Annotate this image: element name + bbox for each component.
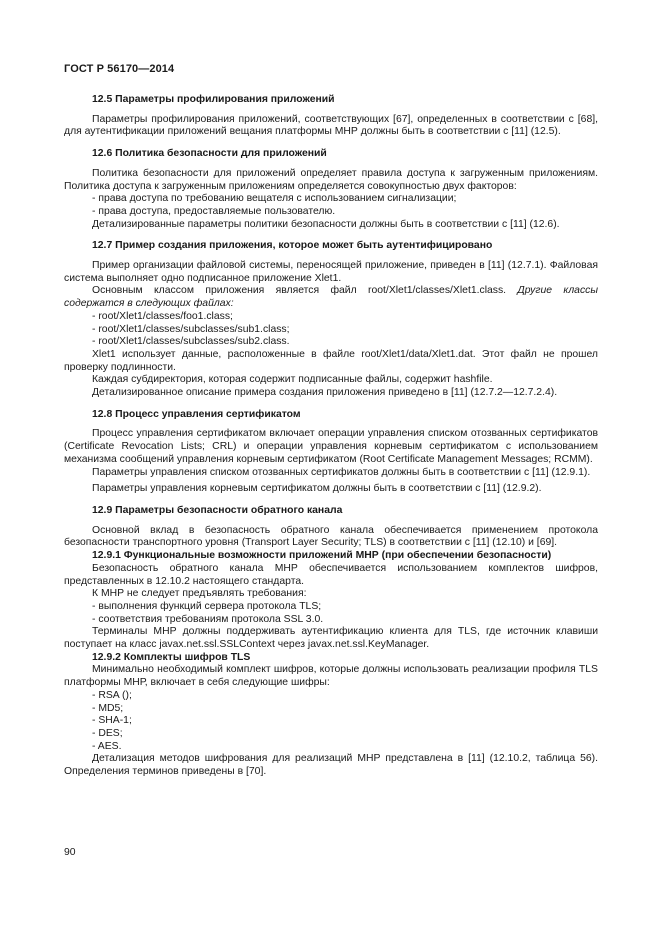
- list-item: - root/Xlet1/classes/subclasses/sub1.class;: [92, 323, 290, 335]
- paragraph: Параметры управления списком отозванных сертификатов должны быть в соответствии с [11] (12.9.1).: [92, 466, 591, 478]
- list-item: - root/Xlet1/classes/subclasses/sub2.class.: [92, 336, 290, 348]
- paragraph: Минимально необходимый комплект шифров, которые должны использовать реализации профиля TLS платформы МНР, включает в себя следующие шифры:: [64, 664, 598, 689]
- list-item: - выполнения функций сервера протокола TLS;: [92, 600, 322, 612]
- list-item: - права доступа, предоставляемые пользователю.: [92, 205, 336, 217]
- document-header: ГОСТ Р 56170—2014: [64, 63, 175, 75]
- section-title-12-9: 12.9 Параметры безопасности обратного канала: [92, 504, 343, 516]
- page-number: 90: [64, 847, 76, 858]
- paragraph-text: Основным классом приложения является файл root/Xlet1/classes/Xlet1.class.: [92, 285, 518, 297]
- list-item: - соответствия требованиям протокола SSL 3.0.: [92, 613, 324, 625]
- page-content: [64, 94, 598, 779]
- paragraph: Политика безопасности для приложений определяет правила доступа к загруженным приложениям. Политика доступа к загруженным приложениям определяется совокупностью двух факторов:: [64, 167, 598, 192]
- paragraph: Xlet1 использует данные, расположенные в файле root/Xlet1/data/Xlet1.dat. Этот файл не прошел проверку подлинности.: [64, 348, 598, 373]
- paragraph: Детализированные параметры политики безопасности должны быть в соответствии с [11] (12.6).: [92, 218, 560, 230]
- list-item: - SHA-1;: [92, 715, 132, 727]
- list-item: - root/Xlet1/classes/foo1.class;: [92, 310, 233, 322]
- section-title-12-7: 12.7 Пример создания приложения, которое может быть аутентифицировано: [92, 240, 493, 252]
- subsection-title-12-9-2: 12.9.2 Комплекты шифров TLS: [92, 651, 251, 663]
- section-title-12-8: 12.8 Процесс управления сертификатом: [92, 408, 301, 420]
- paragraph: К МНР не следует предъявлять требования:: [92, 588, 307, 600]
- paragraph: Каждая субдиректория, которая содержит подписанные файлы, содержит hashfile.: [92, 374, 493, 386]
- paragraph: Безопасность обратного канала МНР обеспечивается использованием комплектов шифров, представленных в 12.10.2 настоящего стандарта.: [64, 562, 598, 587]
- list-item: - MD5;: [92, 702, 124, 714]
- paragraph: Терминалы МНР должны поддерживать аутентификацию клиента для TLS, где источник клавиши поступает на класс javax.net.ssl.SSLContext через javax.net.ssl.KeyManager.: [64, 626, 598, 651]
- section-title-12-5: 12.5 Параметры профилирования приложений: [92, 94, 335, 105]
- paragraph: Параметры управления корневым сертификатом должны быть в соответствии с [11] (12.9.2).: [92, 483, 542, 495]
- paragraph: Параметры профилирования приложений, соответствующих [67], определенных в соответствии с [68], для аутентификации приложений вещания платформы МНР должны быть в соответствии с [11] (12.5).: [64, 113, 598, 138]
- paragraph: Детализированное описание примера создания приложения приведено в [11] (12.7.2—12.7.2.4).: [92, 387, 558, 399]
- section-title-12-6: 12.6 Политика безопасности для приложений: [92, 148, 327, 160]
- paragraph-italic-text: Другие классы содержатся в следующих файлах:: [64, 285, 598, 310]
- list-item: - DES;: [92, 727, 123, 739]
- paragraph: [64, 285, 598, 310]
- paragraph: Детализация методов шифрования для реализаций МНР представлена в [11] (12.10.2, таблица 56). Определения терминов приведены в [70].: [64, 753, 598, 778]
- paragraph: Пример организации файловой системы, переносящей приложение, приведен в [11] (12.7.1). Файловая система выполняет одно подписанное приложение Xlet1.: [64, 260, 598, 284]
- paragraph: Процесс управления сертификатом включает операции управления списком отозванных сертификатов (Certificate Revocation Lists; CRL) и операции управления корневым сертификатом с использованием механизма сообщений управления корневым сертификатом (Root Certificate Management Messages; RCMM).: [64, 428, 598, 465]
- list-item: - права доступа по требованию вещателя с использованием сигнализации;: [92, 193, 457, 205]
- paragraph: Основной вклад в безопасность обратного канала обеспечивается применением протокола безопасности транспортного уровня (Transport Layer Security; TLS) в соответствии с [11] (12.10) и [69].: [64, 524, 598, 549]
- list-item: - RSA ();: [92, 689, 132, 701]
- subsection-title-12-9-1: 12.9.1 Функциональные возможности приложений МНР (при обеспечении безопасности): [92, 550, 552, 562]
- list-item: - AES.: [92, 740, 122, 752]
